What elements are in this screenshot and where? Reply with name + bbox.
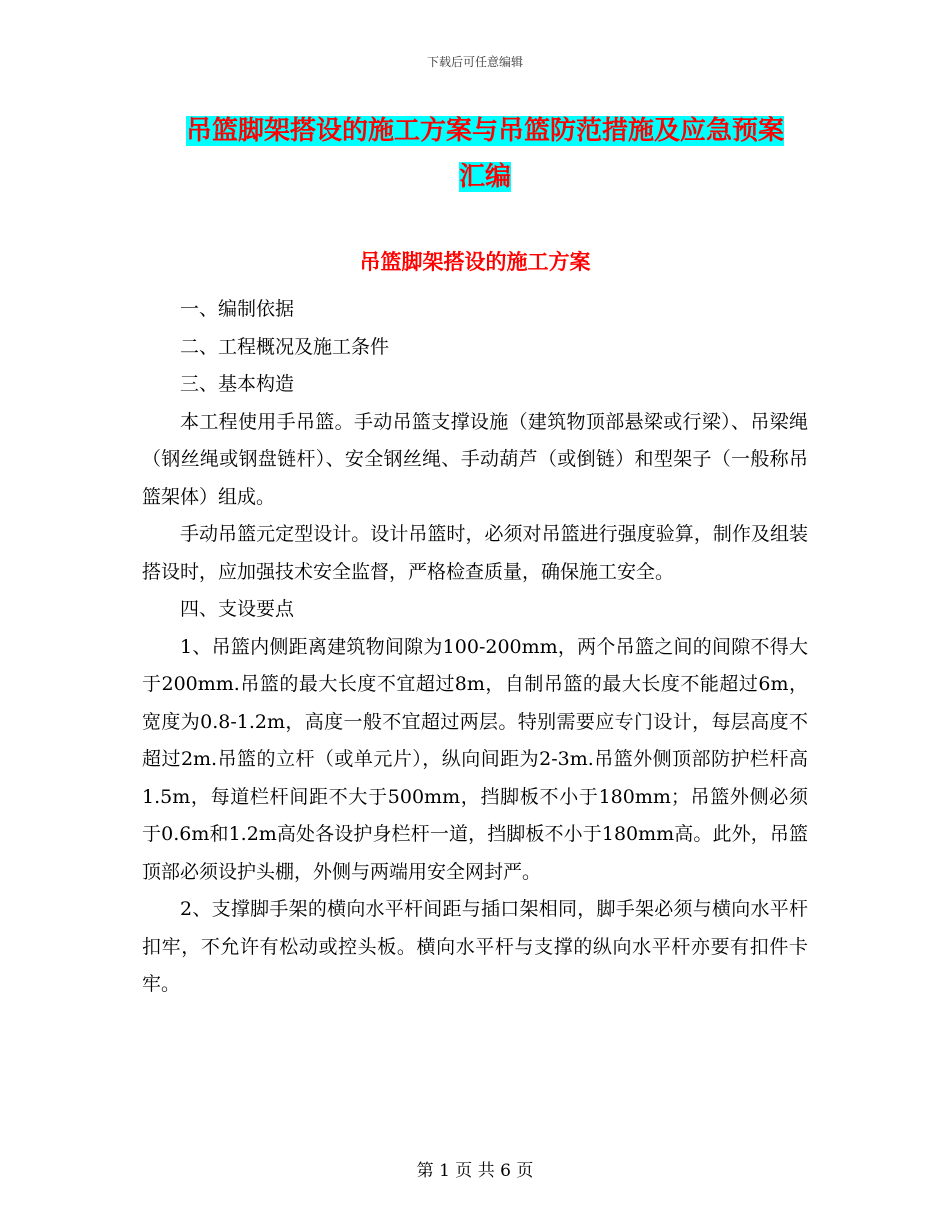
document-title-line2: 汇编: [458, 162, 511, 192]
document-title: [140, 108, 830, 200]
heading-setup-points: 四、支设要点: [180, 598, 295, 620]
paragraph-point-2: 2、支撑脚手架的横向水平杆间距与插口架相同，脚手架必须与横向水平杆扣牢，不允许有松动或控头板。横向水平杆与支撑的纵向水平杆亦要有扣件卡牢。: [142, 898, 808, 995]
heading-compilation-basis: 一、编制依据: [180, 298, 295, 320]
heading-project-overview: 二、工程概况及施工条件: [180, 335, 390, 358]
heading-basic-structure: 三、基本构造: [180, 373, 295, 395]
page-number: 第 1 页 共 6 页: [416, 1161, 534, 1181]
paragraph-design-requirements: 手动吊篮元定型设计。设计吊篮时，必须对吊篮进行强度验算，制作及组装搭设时，应加强技术安全监督，严格检查质量，确保施工安全。: [142, 523, 808, 583]
paragraph-structure-description: 本工程使用手吊篮。手动吊篮支撑设施（建筑物顶部悬梁或行梁）、吊梁绳（钢丝绳或钢盘链杆）、安全钢丝绳、手动葫芦（或倒链）和型架子（一般称吊篮架体）组成。: [142, 410, 808, 508]
section-title: 吊篮脚架搭设的施工方案: [359, 250, 591, 274]
document-body: [142, 291, 808, 1004]
paragraph-point-1: 1、吊篮内侧距离建筑物间隙为100-200mm，两个吊篮之间的间隙不得大于200mm.吊篮的最大长度不宜超过8m，自制吊篮的最大长度不能超过6m，宽度为0.8-1.2m，高度一般不宜超过两层。特别需要应专门设计，每层高度不超过2m.吊篮的立杆（或单元片），纵向间距为2-3m.吊篮外侧顶部防护栏杆高1.5m，每道栏杆间距不大于500mm，挡脚板不小于180mm；吊篮外侧必须于0.6m和1.2m高处各设护身栏杆一道，挡脚板不小于180mm高。此外，吊篮顶部必须设护头棚，外侧与两端用安全网封严。: [142, 635, 808, 883]
header-note: 下载后可任意编辑: [426, 55, 523, 69]
document-title-line1: 吊篮脚架搭设的施工方案与吊篮防范措施及应急预案: [185, 116, 784, 146]
